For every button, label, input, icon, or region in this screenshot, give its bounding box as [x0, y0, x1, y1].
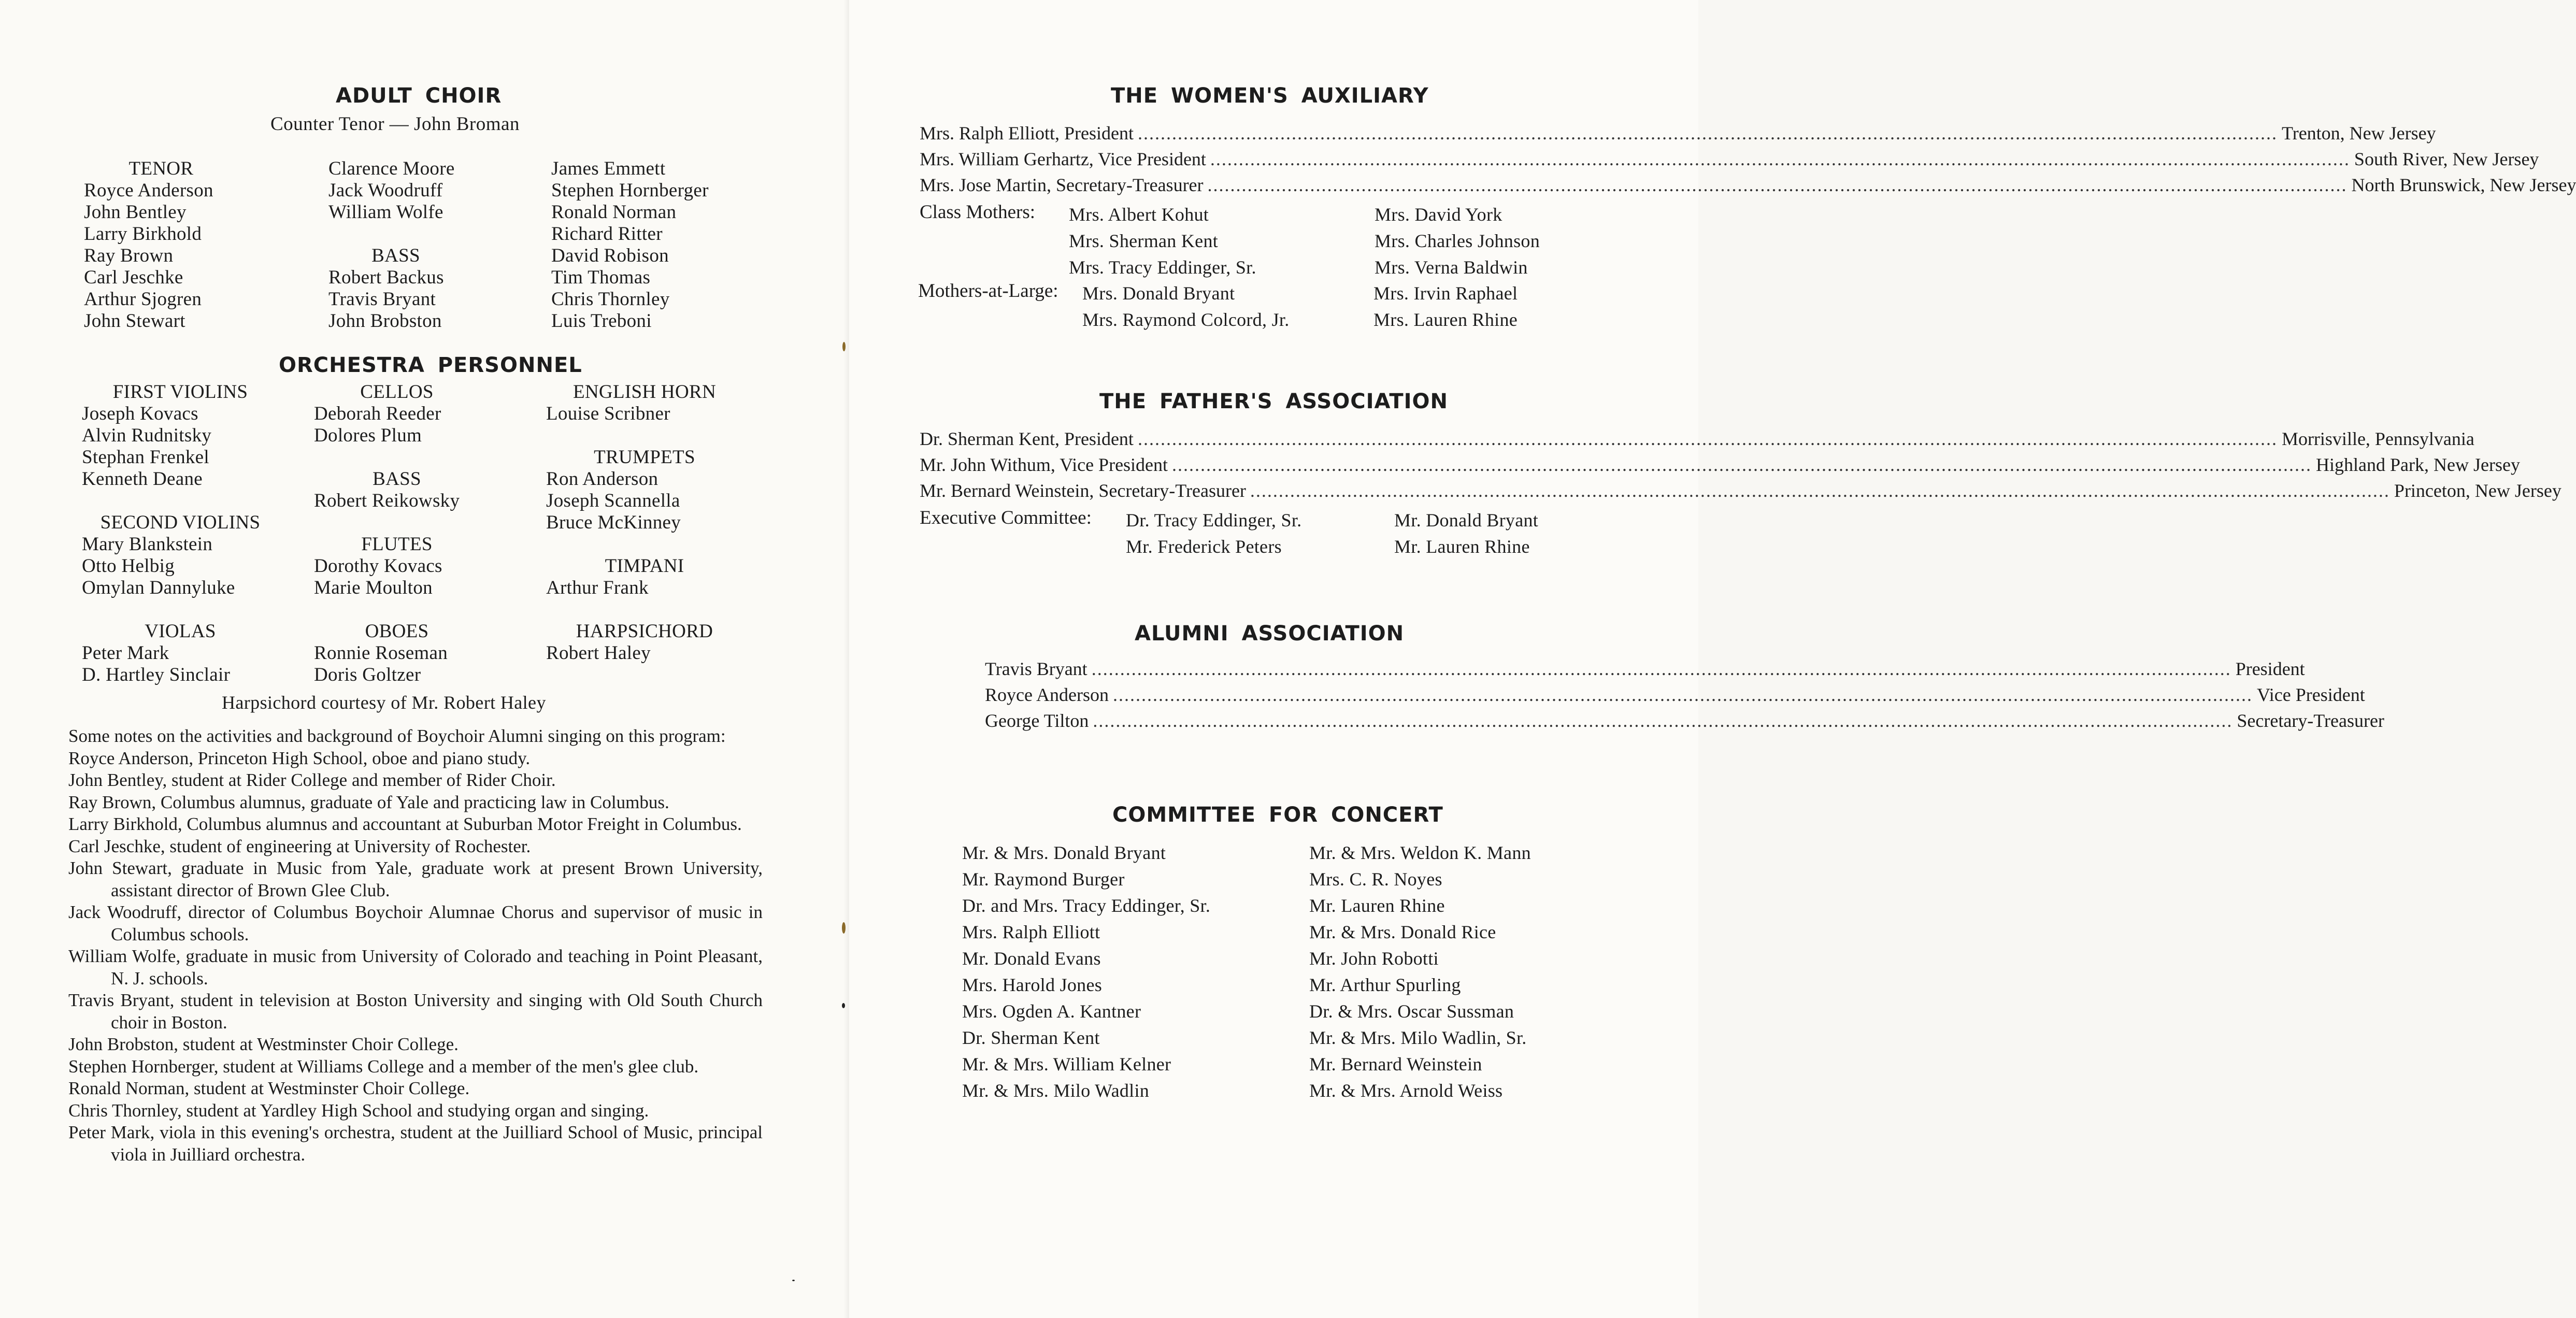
ink-speck [792, 1280, 795, 1281]
officer-name: Royce Anderson [985, 684, 1109, 705]
person-name: Dr. Tracy Eddinger, Sr. [1126, 510, 1302, 531]
person-name: Mr. & Mrs. Milo Wadlin, Sr. [1309, 1027, 1527, 1048]
person-name: Dorothy Kovacs [314, 555, 442, 577]
officer-name: Dr. Sherman Kent, President [920, 428, 1134, 449]
officer-name: George Tilton [985, 710, 1089, 731]
mothers-at-large-column-2 [1373, 280, 1518, 333]
fathers-association-heading: THE FATHER'S ASSOCIATION [1099, 390, 1448, 413]
person-name: Robert Backus [328, 267, 444, 288]
person-name: Mrs. Harold Jones [962, 975, 1103, 995]
section-label: TRUMPETS [594, 447, 695, 468]
person-name: Stephen Hornberger [551, 180, 709, 201]
person-name: Louise Scribner [546, 403, 670, 424]
officer-row [920, 174, 2576, 196]
person-name: Mrs. Tracy Eddinger, Sr. [1069, 257, 1256, 278]
class-mothers-column-1 [1069, 202, 1256, 281]
executive-committee-column-2 [1394, 507, 1538, 560]
note-item: Ray Brown, Columbus alumnus, graduate of Yale and practicing law in Columbus. [68, 792, 669, 812]
person-name: Bruce McKinney [546, 512, 681, 533]
notes-list [68, 748, 763, 1166]
counter-tenor-line: Counter Tenor — John Broman [270, 113, 520, 135]
person-name: Mr. Lauren Rhine [1394, 536, 1530, 557]
person-name: John Bentley [84, 202, 187, 223]
spacer [546, 599, 743, 621]
orchestra-column-1 [82, 381, 279, 686]
ink-speck [842, 1003, 845, 1008]
committee-column-2 [1309, 840, 1531, 1104]
person-name: Mr. John Robotti [1309, 948, 1439, 969]
left-page [0, 0, 849, 1318]
choir-column-2 [328, 158, 463, 332]
person-name: Mr. & Mrs. William Kelner [962, 1054, 1171, 1075]
person-name: Mr. & Mrs. Arnold Weiss [1309, 1080, 1503, 1101]
person-name: James Emmett [551, 158, 666, 179]
person-name: Mrs. Sherman Kent [1069, 231, 1219, 251]
dot-leader: ........................................................................................................................................................................................................ [1137, 123, 2278, 144]
person-name: Mrs. Ogden A. Kantner [962, 1001, 1141, 1022]
officer-name: Mrs. Ralph Elliott, President [920, 123, 1134, 144]
person-name: Carl Jeschke [84, 267, 183, 288]
section-label: BASS [373, 468, 421, 490]
note-item: Royce Anderson, Princeton High School, oboe and piano study. [68, 748, 531, 768]
person-name: John Stewart [84, 310, 185, 332]
officer-name: Mrs. William Gerhartz, Vice President [920, 149, 1206, 169]
officer-row [920, 454, 2520, 476]
section-label: FLUTES [361, 534, 433, 555]
person-name: Kenneth Deane [82, 468, 203, 490]
note-item: Stephen Hornberger, student at Williams College and a member of the men's glee club. [68, 1056, 699, 1077]
note-item: Peter Mark, viola in this evening's orchestra, student at the Juilliard School of Music, principal viola in Juilliard orchestra. [68, 1122, 763, 1165]
spacer [314, 512, 480, 534]
person-name: Mrs. Irvin Raphael [1373, 283, 1518, 304]
person-name: Omylan Dannyluke [82, 577, 235, 598]
spacer [82, 490, 279, 512]
officer-name: Mrs. Jose Martin, Secretary-Treasurer [920, 175, 1204, 195]
person-name: Dr. Sherman Kent [962, 1027, 1100, 1048]
officer-detail: Highland Park, New Jersey [2316, 454, 2520, 475]
alumni-association-heading: ALUMNI ASSOCIATION [1135, 622, 1405, 646]
section-label: TIMPANI [605, 555, 684, 577]
officer-detail: Vice President [2256, 684, 2365, 705]
spacer [546, 425, 743, 447]
person-name: Alvin Rudnitsky [82, 425, 212, 446]
section-label: TENOR [128, 158, 194, 179]
dot-leader: ........................................................................................................................................................................................................ [1250, 480, 2390, 501]
officer-detail: South River, New Jersey [2354, 149, 2539, 169]
note-item: John Brobston, student at Westminster Choir College. [68, 1034, 459, 1054]
person-name: Mr. Donald Evans [962, 948, 1101, 969]
person-name: Mrs. Ralph Elliott [962, 922, 1100, 942]
person-name: Mrs. C. R. Noyes [1309, 869, 1442, 890]
person-name: Robert Reikowsky [314, 490, 460, 511]
person-name: Mrs. Verna Baldwin [1375, 257, 1528, 278]
note-item: Chris Thornley, student at Yardley High School and studying organ and singing. [68, 1100, 649, 1121]
person-name: Mrs. David York [1375, 204, 1502, 225]
right-page [849, 0, 2576, 1318]
officer-detail: President [2235, 658, 2305, 679]
note-item: John Bentley, student at Rider College and member of Rider Choir. [68, 770, 556, 790]
person-name: Luis Treboni [551, 310, 652, 332]
officer-row [920, 122, 2436, 144]
section-label: BASS [371, 245, 420, 266]
person-name: Mr. Raymond Burger [962, 869, 1125, 890]
officer-detail: North Brunswick, New Jersey [2351, 175, 2576, 195]
person-name: Peter Mark [82, 642, 169, 664]
choir-column-3 [551, 158, 709, 332]
staple-mark-top [842, 342, 846, 351]
person-name: Joseph Scannella [546, 490, 680, 511]
person-name: Travis Bryant [328, 289, 436, 310]
note-item: Travis Bryant, student in television at Boston University and singing with Old South Church choir in Boston. [68, 990, 763, 1033]
person-name: Ray Brown [84, 245, 174, 266]
person-name: Robert Haley [546, 642, 651, 664]
person-name: Mr. Bernard Weinstein [1309, 1054, 1482, 1075]
orchestra-column-2 [314, 381, 480, 686]
person-name: Tim Thomas [551, 267, 651, 288]
person-name: Mr. Arthur Spurling [1309, 975, 1461, 995]
note-item: Ronald Norman, student at Westminster Choir College. [68, 1078, 470, 1098]
person-name: Larry Birkhold [84, 223, 202, 245]
section-label: VIOLAS [145, 621, 216, 642]
person-name: Mr. & Mrs. Weldon K. Mann [1309, 842, 1531, 863]
class-mothers-column-2 [1375, 202, 1540, 281]
officer-name: Mr. John Withum, Vice President [920, 454, 1168, 475]
person-name: Mr. Frederick Peters [1126, 536, 1282, 557]
officer-row [985, 684, 2365, 706]
section-label: CELLOS [360, 381, 434, 403]
officer-row [920, 480, 2561, 502]
note-item: Jack Woodruff, director of Columbus Boychoir Alumnae Chorus and supervisor of music in Columbus schools. [68, 902, 763, 944]
committee-column-1 [962, 840, 1210, 1104]
person-name: Jack Woodruff [328, 180, 443, 201]
harpsichord-courtesy: Harpsichord courtesy of Mr. Robert Haley [222, 692, 546, 713]
mothers-at-large-label: Mothers-at-Large: [918, 280, 1058, 302]
officer-detail: Morrisville, Pennsylvania [2281, 428, 2474, 449]
person-name: Ronnie Roseman [314, 642, 448, 664]
person-name: Deborah Reeder [314, 403, 441, 424]
person-name: Mr. Lauren Rhine [1309, 895, 1445, 916]
section-label: SECOND VIOLINS [100, 512, 261, 533]
spacer [328, 223, 463, 245]
dot-leader: ........................................................................................................................................................................................................ [1093, 710, 2233, 731]
person-name: Ron Anderson [546, 468, 659, 490]
spacer [546, 534, 743, 555]
person-name: Mr. & Mrs. Donald Rice [1309, 922, 1496, 942]
committee-heading: COMMITTEE FOR CONCERT [1112, 803, 1443, 827]
officer-row [985, 710, 2384, 732]
person-name: Doris Goltzer [314, 664, 421, 685]
dot-leader: ........................................................................................................................................................................................................ [1207, 175, 2348, 195]
officer-detail: Princeton, New Jersey [2394, 480, 2561, 501]
person-name: Joseph Kovacs [82, 403, 198, 424]
person-name: Mr. & Mrs. Donald Bryant [962, 842, 1166, 863]
class-mothers-label: Class Mothers: [920, 202, 1036, 223]
person-name: Arthur Frank [546, 577, 649, 598]
note-item: John Stewart, graduate in Music from Yale, graduate work at present Brown University, assistant director of Brown Glee Club. [68, 858, 763, 900]
officer-detail: Trenton, New Jersey [2281, 123, 2436, 144]
person-name: Otto Helbig [82, 555, 175, 577]
dot-leader: ........................................................................................................................................................................................................ [1091, 658, 2231, 679]
dot-leader: ........................................................................................................................................................................................................ [1172, 454, 2312, 475]
person-name: Ronald Norman [551, 202, 677, 223]
dot-leader: ........................................................................................................................................................................................................ [1137, 428, 2278, 449]
person-name: Stephan Frenkel [82, 447, 209, 468]
person-name: Mr. & Mrs. Milo Wadlin [962, 1080, 1150, 1101]
person-name: Mr. Donald Bryant [1394, 510, 1539, 531]
person-name: D. Hartley Sinclair [82, 664, 231, 685]
person-name: Mrs. Donald Bryant [1082, 283, 1235, 304]
person-name: Mary Blankstein [82, 534, 213, 555]
adult-choir-heading: ADULT CHOIR [336, 84, 502, 108]
section-label: HARPSICHORD [576, 621, 713, 642]
person-name: Mrs. Charles Johnson [1375, 231, 1540, 251]
person-name: Clarence Moore [328, 158, 455, 179]
spacer [314, 599, 480, 621]
orchestra-heading: ORCHESTRA PERSONNEL [279, 353, 582, 377]
section-label: OBOES [365, 621, 429, 642]
officer-row [920, 148, 2539, 170]
note-item: William Wolfe, graduate in music from University of Colorado and teaching in Point Pleasant, N. J. schools. [68, 946, 763, 988]
officer-name: Mr. Bernard Weinstein, Secretary-Treasurer [920, 480, 1246, 501]
person-name: Dr. & Mrs. Oscar Sussman [1309, 1001, 1514, 1022]
person-name: Mrs. Lauren Rhine [1373, 309, 1518, 330]
mothers-at-large-column-1 [1082, 280, 1290, 333]
executive-committee-label: Executive Committee: [920, 507, 1092, 528]
womens-auxiliary-heading: THE WOMEN'S AUXILIARY [1111, 84, 1429, 108]
section-label: FIRST VIOLINS [112, 381, 248, 403]
section-label: ENGLISH HORN [573, 381, 716, 403]
person-name: David Robison [551, 245, 669, 266]
person-name: Dr. and Mrs. Tracy Eddinger, Sr. [962, 895, 1211, 916]
person-name: Arthur Sjogren [84, 289, 202, 310]
person-name: William Wolfe [328, 202, 443, 223]
alumni-notes [68, 725, 763, 1166]
officer-row [985, 658, 2305, 680]
officer-name: Travis Bryant [985, 658, 1087, 679]
spacer [82, 599, 279, 621]
person-name: Mrs. Albert Kohut [1069, 204, 1209, 225]
person-name: Marie Moulton [314, 577, 433, 598]
choir-column-1 [84, 158, 213, 332]
person-name: Royce Anderson [84, 180, 213, 201]
dot-leader: ........................................................................................................................................................................................................ [1112, 684, 2253, 705]
note-item: Larry Birkhold, Columbus alumnus and accountant at Suburban Motor Freight in Columbus. [68, 814, 742, 834]
person-name: Richard Ritter [551, 223, 663, 245]
staple-mark-bottom [842, 922, 846, 934]
executive-committee-column-1 [1126, 507, 1301, 560]
orchestra-column-3 [546, 381, 743, 664]
notes-intro: Some notes on the activities and background of Boychoir Alumni singing on this program: [68, 726, 726, 746]
note-item: Carl Jeschke, student of engineering at University of Rochester. [68, 836, 531, 856]
dot-leader: ........................................................................................................................................................................................................ [1210, 149, 2350, 169]
spacer [314, 447, 480, 468]
person-name: Mrs. Raymond Colcord, Jr. [1082, 309, 1290, 330]
officer-row [920, 428, 2474, 450]
person-name: Chris Thornley [551, 289, 670, 310]
person-name: John Brobston [328, 310, 442, 332]
officer-detail: Secretary-Treasurer [2237, 710, 2384, 731]
person-name: Dolores Plum [314, 425, 422, 446]
